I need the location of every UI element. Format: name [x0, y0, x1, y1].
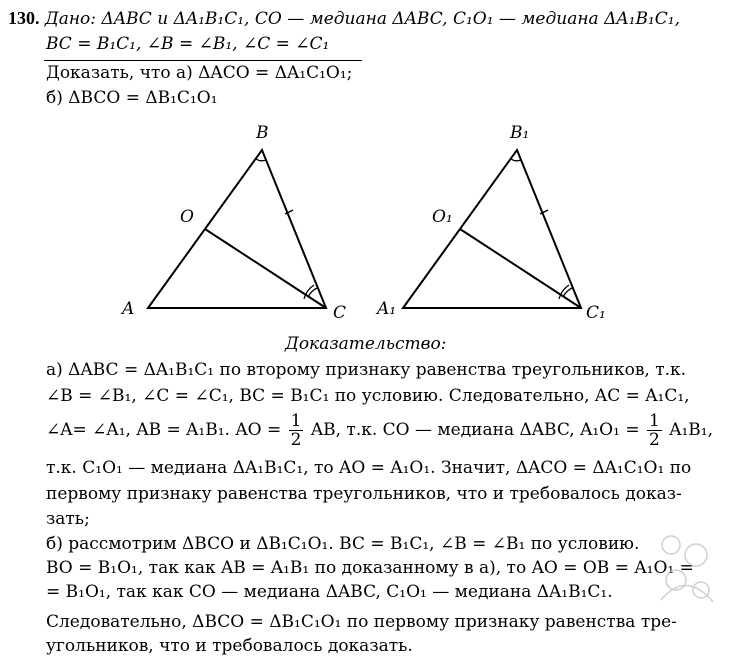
label-A: A — [122, 299, 135, 319]
proof-heading: Доказательство: — [285, 334, 447, 354]
given-line-2: BC = B₁C₁, ∠B = ∠B₁, ∠C = ∠C₁ — [46, 34, 330, 54]
label-C1: C₁ — [586, 303, 606, 323]
proof-line-5: первому признаку равенства треугольников, что и требовалось доказ- — [46, 484, 682, 504]
proof-line-6: зать; — [46, 509, 90, 529]
proof-line-3c: A₁B₁, — [669, 420, 714, 440]
prove-line-2: б) ΔBCO = ΔB₁C₁O₁ — [46, 88, 218, 108]
proof-line-3a: ∠A= ∠A₁, AB = A₁B₁. AO = — [46, 420, 282, 440]
proof-line-1: а) ΔABC = ΔA₁B₁C₁ по второму признаку равенства треугольников, т.к. — [46, 360, 687, 380]
watermark-stamp-icon — [651, 530, 721, 610]
proof-line-3b: AB, т.к. CO — медиана ΔABC, A₁O₁ = — [310, 420, 640, 440]
label-O: O — [180, 207, 194, 227]
proof-line-10: Следовательно, ΔBCO = ΔB₁C₁O₁ по первому признаку равенства тре- — [46, 612, 677, 632]
triangle-abc — [148, 150, 326, 308]
proof-line-11: угольников, что и требовалось доказать. — [46, 636, 413, 656]
label-A1: A₁ — [377, 299, 397, 319]
proof-line-8: BO = B₁O₁, так как AB = A₁B₁ по доказанному в а), то AO = OB = A₁O₁ = — [46, 558, 694, 578]
triangle-a1b1c1 — [403, 150, 581, 308]
given-label: Дано: — [44, 9, 97, 29]
fraction-one-half-a: $\frac{1}{2}$ — [290, 411, 302, 450]
proof-line-9: = B₁O₁, так как CO — медиана ΔABC, C₁O₁ — медиана ΔA₁B₁C₁. — [46, 582, 613, 602]
problem-number: 130. — [8, 8, 40, 28]
proof-line-4: т.к. C₁O₁ — медиана ΔA₁B₁C₁, то AO = A₁O₁. Значит, ΔACO = ΔA₁C₁O₁ по — [46, 458, 692, 478]
label-B1: B₁ — [510, 123, 530, 143]
given-text-1: ΔABC и ΔA₁B₁C₁, CO — медиана ΔABC, C₁O₁ — медиана ΔA₁B₁C₁, — [101, 9, 680, 29]
label-B: B — [256, 123, 269, 143]
proof-line-2: ∠B = ∠B₁, ∠C = ∠C₁, BC = B₁C₁ по условию. Следовательно, AC = A₁C₁, — [46, 386, 690, 406]
proof-line-3 — [46, 412, 713, 449]
proof-line-7: б) рассмотрим ΔBCO и ΔB₁C₁O₁. BC = B₁C₁, ∠B = ∠B₁ по условию. — [46, 534, 640, 554]
prove-line-1: Доказать, что а) ΔACO = ΔA₁C₁O₁; — [46, 63, 353, 83]
label-O1: O₁ — [432, 207, 453, 227]
fraction-one-half-b: $\frac{1}{2}$ — [648, 411, 660, 450]
label-C: C — [333, 303, 347, 323]
